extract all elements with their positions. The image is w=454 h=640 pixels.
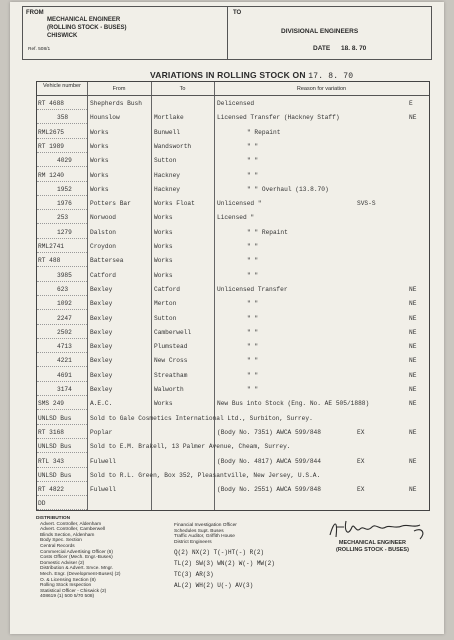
distribution-line: Commercial Advertising Officer (6) <box>40 549 113 555</box>
to-cell: Hackney <box>154 185 180 193</box>
row-rule <box>37 324 87 325</box>
vehicle-number-cell: 1279 <box>57 228 72 236</box>
table-row <box>37 284 429 295</box>
vehicle-number-cell: UNLSD Bus <box>38 414 72 422</box>
reason-cell: " " <box>247 142 259 150</box>
code-cell: NE <box>409 357 417 365</box>
reason-cell: Unlicensed Transfer <box>217 285 288 293</box>
from-cell: Fulwell <box>90 457 116 465</box>
vehicle-number-cell: SMS 249 <box>38 400 64 408</box>
table-row <box>37 370 429 381</box>
from-cell: Works <box>90 185 109 193</box>
code-cell: NE <box>409 314 417 322</box>
table-row <box>37 255 429 266</box>
from-cell: Sold to R.L. Green, Box 352, Pleasantville, New Jersey, U.S.A. <box>90 471 321 479</box>
from-cell: Bexley <box>90 371 113 379</box>
reason-cell: " Repaint <box>247 128 281 136</box>
reason-cell: " " <box>247 271 259 279</box>
variations-table <box>36 81 430 511</box>
from-cell: Fulwell <box>90 486 116 494</box>
extra-cell: SVS-S <box>357 200 376 208</box>
to-cell: Works <box>154 228 173 236</box>
row-rule <box>37 295 87 296</box>
distribution-line: O. & Licensing Section (8) <box>40 577 96 583</box>
depot-code-line: TC(3) AR(3) <box>174 571 214 578</box>
from-cell: Poplar <box>90 428 113 436</box>
row-rule <box>37 209 87 210</box>
vehicle-number-cell: 2502 <box>57 328 72 336</box>
table-row <box>37 155 429 166</box>
from-cell: Shepherds Bush <box>90 100 142 107</box>
from-cell: Works <box>90 157 109 165</box>
reason-cell: " " Repaint <box>247 228 288 236</box>
vehicle-number-cell: RTL 343 <box>38 457 64 465</box>
vehicle-number-cell: 2247 <box>57 314 72 322</box>
row-rule <box>37 252 87 253</box>
from-cell: Bexley <box>90 314 113 322</box>
vehicle-number-cell: 3174 <box>57 386 72 393</box>
code-cell: NE <box>409 371 417 379</box>
table-row <box>37 327 429 338</box>
date-value: 18. 8. 70 <box>341 45 367 52</box>
reason-cell: " " Overhaul (13.8.70) <box>247 185 329 193</box>
reference-number: Ref. 508/1 <box>28 47 51 52</box>
to-cell: Catford <box>154 285 180 293</box>
to-cell: Works <box>154 214 173 222</box>
reason-cell: " " <box>247 314 259 322</box>
vehicle-number-cell: 4221 <box>57 357 72 365</box>
vehicle-number-cell: RT 488 <box>38 257 61 265</box>
code-cell: NE <box>409 328 417 336</box>
to-cell: Works <box>154 271 173 279</box>
from-cell: Potters Bar <box>90 200 131 208</box>
from-line-3: CHISWICK <box>47 33 78 39</box>
vehicle-number-cell: RT 4822 <box>38 486 64 494</box>
row-rule <box>37 352 87 353</box>
reason-cell: " " <box>247 171 259 179</box>
vehicle-number-cell: 623 <box>57 285 69 293</box>
to-cell: Works <box>154 257 173 265</box>
from-cell: Norwood <box>90 214 116 222</box>
to-cell: Bunwell <box>154 128 180 136</box>
row-rule <box>37 481 87 482</box>
row-rule <box>37 452 87 453</box>
vehicle-number-cell: DD <box>38 500 46 508</box>
row-rule <box>37 381 87 382</box>
vehicle-number-cell: RML2675 <box>38 128 64 136</box>
vehicle-number-cell: RML2741 <box>38 243 64 250</box>
table-row <box>37 341 429 352</box>
row-rule <box>37 281 87 282</box>
from-cell: Sold to E.M. Brakell, 13 Palmer Avenue, Cheam, Surrey. <box>90 443 291 451</box>
to-cell: Streatham <box>154 371 188 379</box>
from-cell: Sold to Gale Cosmetics International Ltd., Surbiton, Surrey. <box>90 414 313 422</box>
title-date: 17. 8. 70 <box>308 72 354 81</box>
from-cell: A.E.C. <box>90 400 113 408</box>
to-cell: Plumstead <box>154 343 188 351</box>
extra-cell: EX <box>357 486 365 494</box>
table-row <box>37 498 429 509</box>
table-row <box>37 384 429 395</box>
financial-line: Schedules Supt. Buses <box>174 528 224 534</box>
table-row <box>37 241 429 252</box>
from-cell: Hounslow <box>90 114 120 122</box>
from-cell: Bexley <box>90 285 113 293</box>
row-rule <box>37 509 87 510</box>
row-rule <box>37 238 87 239</box>
vehicle-number-cell: 358 <box>57 114 69 122</box>
header-rule <box>37 95 429 96</box>
vehicle-number-cell: RT 4688 <box>38 100 64 107</box>
document-title <box>150 70 353 81</box>
vehicle-number-cell: 253 <box>57 214 69 222</box>
memo-header <box>22 6 432 60</box>
distribution-line: Rolling Stock Inspection <box>40 583 92 589</box>
distribution-list <box>36 516 121 600</box>
reason-cell: Unlicensed " <box>217 200 262 208</box>
col-header-from: From <box>112 86 126 92</box>
to-cell: Works <box>154 400 173 408</box>
signature-caption <box>336 540 409 554</box>
table-row <box>37 98 429 109</box>
from-cell: Bexley <box>90 343 113 351</box>
table-row <box>37 484 429 495</box>
extra-cell: EX <box>357 457 365 465</box>
row-rule <box>37 109 87 110</box>
table-row <box>37 184 429 195</box>
distribution-line: Advert. Controller, Camberwell <box>40 527 106 533</box>
row-rule <box>37 123 87 124</box>
date-label: DATE <box>313 45 331 52</box>
to-label: TO <box>233 10 242 16</box>
row-rule <box>37 424 87 425</box>
table-row <box>37 470 429 481</box>
code-cell: NE <box>409 486 417 494</box>
distribution-heading: DISTRIBUTION <box>36 516 71 521</box>
from-cell: Works <box>90 171 109 179</box>
depot-codes <box>174 547 275 591</box>
from-line-2: (ROLLING STOCK - BUSES) <box>47 25 127 31</box>
distribution-line: Central Records <box>40 543 75 549</box>
financial-line: Traffic Auditor, Griffith House <box>174 534 235 540</box>
to-cell: Wandsworth <box>154 142 192 150</box>
to-value: DIVISIONAL ENGINEERS <box>281 28 359 35</box>
distribution-line: Statistical Officer - Chiswick (2) <box>40 588 107 594</box>
col-header-vehicle: Vehicle number <box>43 83 81 89</box>
to-cell: Walworth <box>154 386 184 393</box>
vehicle-number-cell: 1976 <box>57 200 72 208</box>
from-cell: Bexley <box>90 300 113 308</box>
table-row <box>37 298 429 309</box>
row-rule <box>37 309 87 310</box>
to-cell: Merton <box>154 300 177 308</box>
vehicle-number-cell: 4713 <box>57 343 72 351</box>
reason-cell: " " <box>247 257 259 265</box>
reason-cell: (Body No. 4817) AWCA 599/844 <box>217 457 321 465</box>
signature-title: MECHANICAL ENGINEER <box>338 540 407 546</box>
table-row <box>37 355 429 366</box>
vehicle-number-cell: UNLSD Bus <box>38 443 72 451</box>
to-cell: Camberwell <box>154 328 192 336</box>
from-cell: Battersea <box>90 257 124 265</box>
table-row <box>37 212 429 223</box>
distribution-line: Distribution & Advert. Srvce. Mngr. <box>40 566 114 572</box>
table-row <box>37 413 429 424</box>
table-row <box>37 227 429 238</box>
reason-cell: (Body No. 7351) AWCA 599/848 <box>217 428 321 436</box>
reason-cell: " " <box>247 243 259 250</box>
financial-line: Financial Investigation Officer <box>174 523 237 528</box>
row-rule <box>37 338 87 339</box>
code-cell: NE <box>409 114 417 122</box>
row-rule <box>37 152 87 153</box>
to-cell: Works <box>154 243 173 250</box>
signature-dept: (ROLLING STOCK - BUSES) <box>336 547 409 553</box>
vehicle-number-cell: 1952 <box>57 185 72 193</box>
from-line-1: MECHANICAL ENGINEER <box>47 17 121 23</box>
col-header-reason: Reason for variation <box>296 86 347 92</box>
code-cell: E <box>409 100 413 107</box>
extra-cell: EX <box>357 428 365 436</box>
table-row <box>37 112 429 123</box>
row-rule <box>37 438 87 439</box>
from-cell: Works <box>90 128 109 136</box>
reason-cell: Licensed " <box>217 214 255 222</box>
handwritten-signature <box>326 513 430 543</box>
table-row <box>37 313 429 324</box>
from-cell: Works <box>90 142 109 150</box>
vehicle-number-cell: RT 3168 <box>38 428 64 436</box>
table-row <box>37 198 429 209</box>
code-cell: NE <box>409 400 417 408</box>
row-rule <box>37 409 87 410</box>
distribution-lines <box>36 522 121 600</box>
table-row <box>37 170 429 181</box>
depot-code-line: AL(2) WH(2) U(-) AV(3) <box>174 582 254 589</box>
to-cell: Sutton <box>154 314 177 322</box>
col-header-to: To <box>179 86 186 92</box>
row-rule <box>37 223 87 224</box>
financial-list <box>174 523 237 545</box>
row-rule <box>37 166 87 167</box>
reason-cell: " " <box>247 300 259 308</box>
reason-cell: " " <box>247 157 259 165</box>
reason-cell: Licensed Transfer (Hackney Staff) <box>217 114 340 122</box>
code-cell: NE <box>409 386 417 393</box>
row-rule <box>37 467 87 468</box>
code-cell: NE <box>409 300 417 308</box>
table-row <box>37 456 429 467</box>
table-row <box>37 398 429 409</box>
from-cell: Bexley <box>90 328 113 336</box>
distribution-line: Advert. Controller, Aldenham <box>40 521 102 527</box>
to-cell: Sutton <box>154 157 177 165</box>
row-rule <box>37 138 87 139</box>
table-row <box>37 141 429 152</box>
row-rule <box>37 181 87 182</box>
row-rule <box>37 366 87 367</box>
row-rule <box>37 495 87 496</box>
vehicle-number-cell: 1092 <box>57 300 72 308</box>
header-divider <box>227 7 228 59</box>
distribution-line: 408619 (1) 500 5/70 508) <box>40 594 95 600</box>
from-cell: Bexley <box>90 357 113 365</box>
code-cell: NE <box>409 343 417 351</box>
vehicle-number-cell: 3985 <box>57 271 72 279</box>
reason-cell: " " <box>247 371 259 379</box>
depot-code-line: TL(2) SW(3) WN(2) W(-) MW(2) <box>174 560 275 567</box>
reason-cell: Delicensed <box>217 100 255 107</box>
table-row <box>37 441 429 452</box>
table-row <box>37 427 429 438</box>
to-cell: Works Float <box>154 200 195 208</box>
row-rule <box>37 395 87 396</box>
row-rule <box>37 195 87 196</box>
from-label: FROM <box>26 10 44 16</box>
to-cell: Mortlake <box>154 114 184 122</box>
vehicle-number-cell: RM 1240 <box>38 171 64 179</box>
row-rule <box>37 266 87 267</box>
financial-line: District Engineers <box>174 539 212 545</box>
depot-code-line: Q(2) NX(2) T(-)HT(-) R(2) <box>174 549 265 556</box>
distribution-line: Costs Officer (Mech. Engr.-Buses) <box>40 555 113 561</box>
vehicle-number-cell: 4029 <box>57 157 72 165</box>
title-text: VARIATIONS IN ROLLING STOCK ON <box>150 70 306 80</box>
code-cell: NE <box>409 428 417 436</box>
from-cell: Dalston <box>90 228 116 236</box>
table-row <box>37 270 429 281</box>
reason-cell: " " <box>247 328 259 336</box>
vehicle-number-cell: RT 1989 <box>38 142 64 150</box>
reason-cell: New Bus into Stock (Eng. No. AE 505/1888) <box>217 400 370 408</box>
distribution-line: Domestic Adviser (2) <box>40 560 85 566</box>
reason-cell: " " <box>247 343 259 351</box>
vehicle-number-cell: 4691 <box>57 371 72 379</box>
from-cell: Croydon <box>90 243 116 250</box>
to-cell: New Cross <box>154 357 188 365</box>
distribution-line: Blinds Section, Aldenham <box>40 532 95 538</box>
reason-cell: " " <box>247 357 259 365</box>
to-cell: Hackney <box>154 171 180 179</box>
code-cell: NE <box>409 457 417 465</box>
vehicle-number-cell: UNLSD Bus <box>38 471 72 479</box>
code-cell: NE <box>409 285 417 293</box>
from-cell: Bexley <box>90 386 113 393</box>
distribution-line: Body Spec. Section <box>40 538 82 544</box>
reason-cell: (Body No. 2551) AWCA 599/848 <box>217 486 321 494</box>
table-row <box>37 127 429 138</box>
distribution-line: Mech. Engr. (Development-Buses) (2) <box>40 571 121 577</box>
reason-cell: " " <box>247 386 259 393</box>
from-cell: Catford <box>90 271 116 279</box>
